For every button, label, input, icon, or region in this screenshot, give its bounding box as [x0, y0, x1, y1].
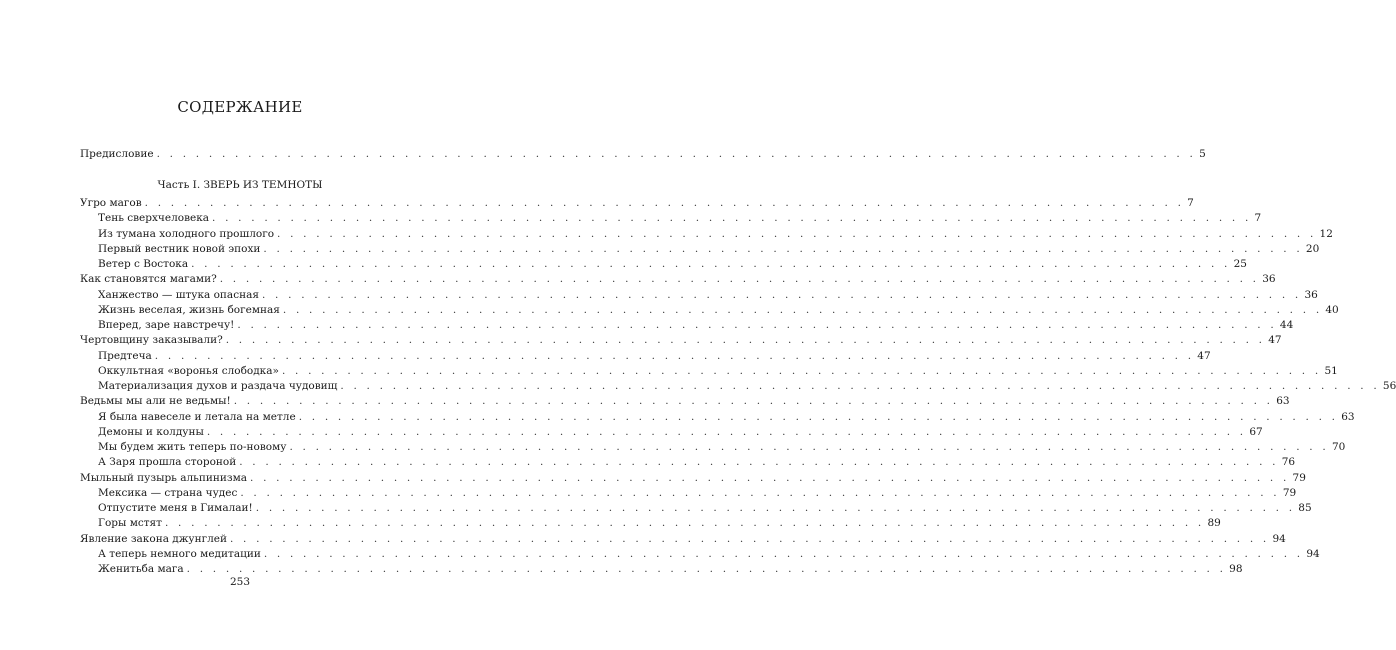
leader-dots: . . . . . . . . . . . . . . . . . . . . . . . . . . . . . . . . . . . . . . . . . . . . . . . . . . . . . . . . . . . . . . . . . . . . . . . . . . . . . . . . — [255, 502, 1296, 514]
toc-entry-label: Чертовщину заказывали? — [80, 333, 226, 348]
toc-preface-block — [80, 147, 1206, 162]
toc-entry-label: Ханжество — штука опасная — [98, 288, 262, 303]
leader-dots: . . . . . . . . . . . . . . . . . . . . . . . . . . . . . . . . . . . . . . . . . . . . . . . . . . . . . . . . . . . . . . . . . . . . . . . . . . . . . . . . — [186, 563, 1227, 575]
toc-entry-page: 7 — [1187, 197, 1194, 209]
toc-entry-page: 47 — [1268, 334, 1282, 347]
leader-dots: . . . . . . . . . . . . . . . . . . . . . . . . . . . . . . . . . . . . . . . . . . . . . . . . . . . . . . . . . . . . . . . . . . . . . . . . . . . . . . . . — [229, 532, 1270, 545]
leader-dots: . . . . . . . . . . . . . . . . . . . . . . . . . . . . . . . . . . . . . . . . . . . . . . . . . . . . . . . . . . . . . . . . . . . . . . . . . . . . . . . . — [250, 471, 1290, 484]
toc-entry-page: 94 — [1272, 532, 1286, 545]
toc-entry-page: 7 — [1254, 212, 1262, 225]
toc-entry-page: 63 — [1341, 410, 1355, 423]
toc-entry-page: 40 — [1325, 303, 1339, 316]
leader-dots: . . . . . . . . . . . . . . . . . . . . . . . . . . . . . . . . . . . . . . . . . . . . . . . . . . . . . . . . . . . . . . . . . . . . . . . . . . . . . . . . — [298, 410, 1339, 423]
toc-section-entry — [80, 440, 1346, 455]
toc-entry-page: 47 — [1197, 349, 1211, 362]
toc-entry-page: 5 — [1199, 148, 1206, 160]
toc-section-entry — [80, 349, 1211, 364]
toc-entry-page: 94 — [1306, 547, 1320, 560]
leader-dots: . . . . . . . . . . . . . . . . . . . . . . . . . . . . . . . . . . . . . . . . . . . . . . . . . . . . . . . . . . . . . . . . . . . . . . . . . . . . . . . . — [144, 197, 1185, 209]
toc-entry-label: Ветер с Востока — [98, 257, 191, 272]
toc-entry-page: 76 — [1281, 456, 1296, 469]
toc-entry-label: Угро магов — [80, 196, 145, 211]
leader-dots: . . . . . . . . . . . . . . . . . . . . . . . . . . . . . . . . . . . . . . . . . . . . . . . . . . . . . . . . . . . . . . . . . . . . . . . . . . . . . . . . — [239, 456, 1279, 469]
toc-entry-label: Мыльный пузырь альпинизма — [80, 471, 250, 486]
leader-dots: . . . . . . . . . . . . . . . . . . . . . . . . . . . . . . . . . . . . . . . . . . . . . . . . . . . . . . . . . . . . . . . . . . . . . . . . . . . . . . . . — [263, 242, 1303, 255]
leader-dots: . . . . . . . . . . . . . . . . . . . . . . . . . . . . . . . . . . . . . . . . . . . . . . . . . . . . . . . . . . . . . . . . . . . . . . . . . . . . . . . . — [212, 212, 1252, 225]
leader-dots: . . . . . . . . . . . . . . . . . . . . . . . . . . . . . . . . . . . . . . . . . . . . . . . . . . . . . . . . . . . . . . . . . . . . . . . . . . . . . . . . — [156, 148, 1197, 160]
toc-section-entry — [80, 303, 1339, 318]
toc-chapter-entry — [80, 532, 1286, 547]
toc-entry-label: Явление закона джунглей — [80, 532, 230, 547]
leader-dots: . . . . . . . . . . . . . . . . . . . . . . . . . . . . . . . . . . . . . . . . . . . . . . . . . . . . . . . . . . . . . . . . . . . . . . . . . . . . . . . . — [206, 425, 1247, 438]
toc-entry-page: 67 — [1249, 425, 1263, 438]
toc-entry-page: 36 — [1304, 288, 1318, 301]
toc-entry-page: 85 — [1298, 502, 1312, 514]
toc-entry-label: Отпустите меня в Гималаи! — [98, 501, 256, 516]
toc-chapter-entry — [80, 333, 1282, 348]
toc-section-entry — [80, 227, 1333, 242]
toc-entry-label: Как становятся магами? — [80, 272, 220, 287]
toc-entry-label: Материализация духов и раздача чудовищ — [98, 379, 340, 394]
toc-entry-page: 44 — [1279, 319, 1294, 331]
toc-entry-page: 79 — [1292, 471, 1306, 484]
toc-entry-page: 79 — [1282, 486, 1297, 499]
leader-dots: . . . . . . . . . . . . . . . . . . . . . . . . . . . . . . . . . . . . . . . . . . . . . . . . . . . . . . . . . . . . . . . . . . . . . . . . . . . . . . . . — [240, 486, 1280, 499]
toc-entry-label: Горы мстят — [98, 516, 165, 531]
toc-entry-label: Предтеча — [98, 349, 155, 364]
toc-entry-page: 63 — [1276, 395, 1290, 408]
toc-chapter-entry — [80, 196, 1194, 211]
toc-section-entry — [80, 211, 1262, 226]
toc-entry-page: 56 — [1382, 380, 1396, 392]
leader-dots: . . . . . . . . . . . . . . . . . . . . . . . . . . . . . . . . . . . . . . . . . . . . . . . . . . . . . . . . . . . . . . . . . . . . . . . . . . . . . . . . — [277, 227, 1317, 240]
toc-entry-label: Я была навеселе и летала на метле — [98, 410, 299, 425]
toc-entry-label: А Заря прошла стороной — [98, 455, 239, 470]
leader-dots: . . . . . . . . . . . . . . . . . . . . . . . . . . . . . . . . . . . . . . . . . . . . . . . . . . . . . . . . . . . . . . . . . . . . . . . . . . . . . . . . — [219, 273, 1260, 286]
leader-dots: . . . . . . . . . . . . . . . . . . . . . . . . . . . . . . . . . . . . . . . . . . . . . . . . . . . . . . . . . . . . . . . . . . . . . . . . . . . . . . . . — [282, 303, 1323, 316]
toc-entry-label: Первый вестник новой эпохи — [98, 242, 263, 257]
toc-entry-label: Тень сверхчеловека — [98, 211, 212, 226]
leader-dots: . . . . . . . . . . . . . . . . . . . . . . . . . . . . . . . . . . . . . . . . . . . . . . . . . . . . . . . . . . . . . . . . . . . . . . . . . . . . . . . . — [289, 441, 1329, 453]
toc-entry-label: Ведьмы мы али не ведьмы! — [80, 394, 234, 409]
leader-dots: . . . . . . . . . . . . . . . . . . . . . . . . . . . . . . . . . . . . . . . . . . . . . . . . . . . . . . . . . . . . . . . . . . . . . . . . . . . . . . . . — [237, 319, 1277, 331]
toc-entry-label: Жизнь веселая, жизнь богемная — [98, 303, 283, 318]
leader-dots: . . . . . . . . . . . . . . . . . . . . . . . . . . . . . . . . . . . . . . . . . . . . . . . . . . . . . . . . . . . . . . . . . . . . . . . . . . . . . . . . — [281, 364, 1322, 377]
toc-entry-page: 98 — [1229, 563, 1243, 575]
toc-entry-preface — [80, 147, 1206, 162]
toc-entry-label: Мексика — страна чудес — [98, 486, 240, 501]
toc-entry-label: Из тумана холодного прошлого — [98, 227, 277, 242]
toc-section-entry — [80, 455, 1296, 470]
toc-entry-label: Вперед, заре навстречу! — [98, 318, 237, 333]
leader-dots: . . . . . . . . . . . . . . . . . . . . . . . . . . . . . . . . . . . . . . . . . . . . . . . . . . . . . . . . . . . . . . . . . . . . . . . . . . . . . . . . — [164, 517, 1205, 530]
toc-chapter-entry — [80, 471, 1306, 486]
toc-section-entry — [80, 364, 1338, 379]
leader-dots: . . . . . . . . . . . . . . . . . . . . . . . . . . . . . . . . . . . . . . . . . . . . . . . . . . . . . . . . . . . . . . . . . . . . . . . . . . . . . . . . — [340, 380, 1380, 392]
toc-list — [80, 196, 1396, 577]
toc-section-entry — [80, 318, 1294, 333]
leader-dots: . . . . . . . . . . . . . . . . . . . . . . . . . . . . . . . . . . . . . . . . . . . . . . . . . . . . . . . . . . . . . . . . . . . . . . . . . . . . . . . . — [191, 258, 1231, 270]
leader-dots: . . . . . . . . . . . . . . . . . . . . . . . . . . . . . . . . . . . . . . . . . . . . . . . . . . . . . . . . . . . . . . . . . . . . . . . . . . . . . . . . — [263, 547, 1304, 560]
toc-entry-label: Мы будем жить теперь по-новому — [98, 440, 289, 455]
toc-section-entry — [80, 486, 1297, 501]
toc-entry-page: 89 — [1207, 517, 1221, 530]
toc-entry-label: Предисловие — [80, 147, 157, 162]
toc-section-entry — [80, 242, 1320, 257]
toc-entry-label: Женитьба мага — [98, 562, 187, 577]
toc-entry-page: 20 — [1305, 242, 1320, 255]
leader-dots: . . . . . . . . . . . . . . . . . . . . . . . . . . . . . . . . . . . . . . . . . . . . . . . . . . . . . . . . . . . . . . . . . . . . . . . . . . . . . . . . — [154, 349, 1195, 362]
toc-section-entry — [80, 547, 1320, 562]
toc-section-entry — [80, 562, 1243, 577]
toc-section-entry — [80, 410, 1355, 425]
toc-section-entry — [80, 379, 1396, 394]
leader-dots: . . . . . . . . . . . . . . . . . . . . . . . . . . . . . . . . . . . . . . . . . . . . . . . . . . . . . . . . . . . . . . . . . . . . . . . . . . . . . . . . — [233, 395, 1274, 408]
toc-entry-label: А теперь немного медитации — [98, 547, 264, 562]
leader-dots: . . . . . . . . . . . . . . . . . . . . . . . . . . . . . . . . . . . . . . . . . . . . . . . . . . . . . . . . . . . . . . . . . . . . . . . . . . . . . . . . — [261, 288, 1302, 301]
toc-chapter-entry — [80, 272, 1276, 287]
toc-entry-label: Демоны и колдуны — [98, 425, 207, 440]
toc-entry-page: 12 — [1319, 227, 1333, 240]
toc-entry-page: 70 — [1331, 441, 1346, 453]
toc-section-entry — [80, 288, 1318, 303]
page-number: 253 — [229, 576, 251, 588]
toc-entry-label: Оккультная «воронья слободка» — [98, 364, 282, 379]
toc-entry-page: 51 — [1324, 364, 1338, 377]
page-title: СОДЕРЖАНИЕ — [177, 98, 303, 116]
toc-chapter-entry — [80, 394, 1290, 409]
toc-entry-page: 25 — [1233, 258, 1247, 270]
toc-section-entry — [80, 257, 1247, 272]
toc-entry-page: 36 — [1262, 273, 1276, 286]
toc-section-entry — [80, 501, 1312, 516]
leader-dots: . . . . . . . . . . . . . . . . . . . . . . . . . . . . . . . . . . . . . . . . . . . . . . . . . . . . . . . . . . . . . . . . . . . . . . . . . . . . . . . . — [225, 334, 1266, 347]
toc-section-entry — [80, 425, 1263, 440]
part-heading: Часть I. ЗВЕРЬ ИЗ ТЕМНОТЫ — [157, 179, 323, 191]
toc-section-entry — [80, 516, 1221, 531]
